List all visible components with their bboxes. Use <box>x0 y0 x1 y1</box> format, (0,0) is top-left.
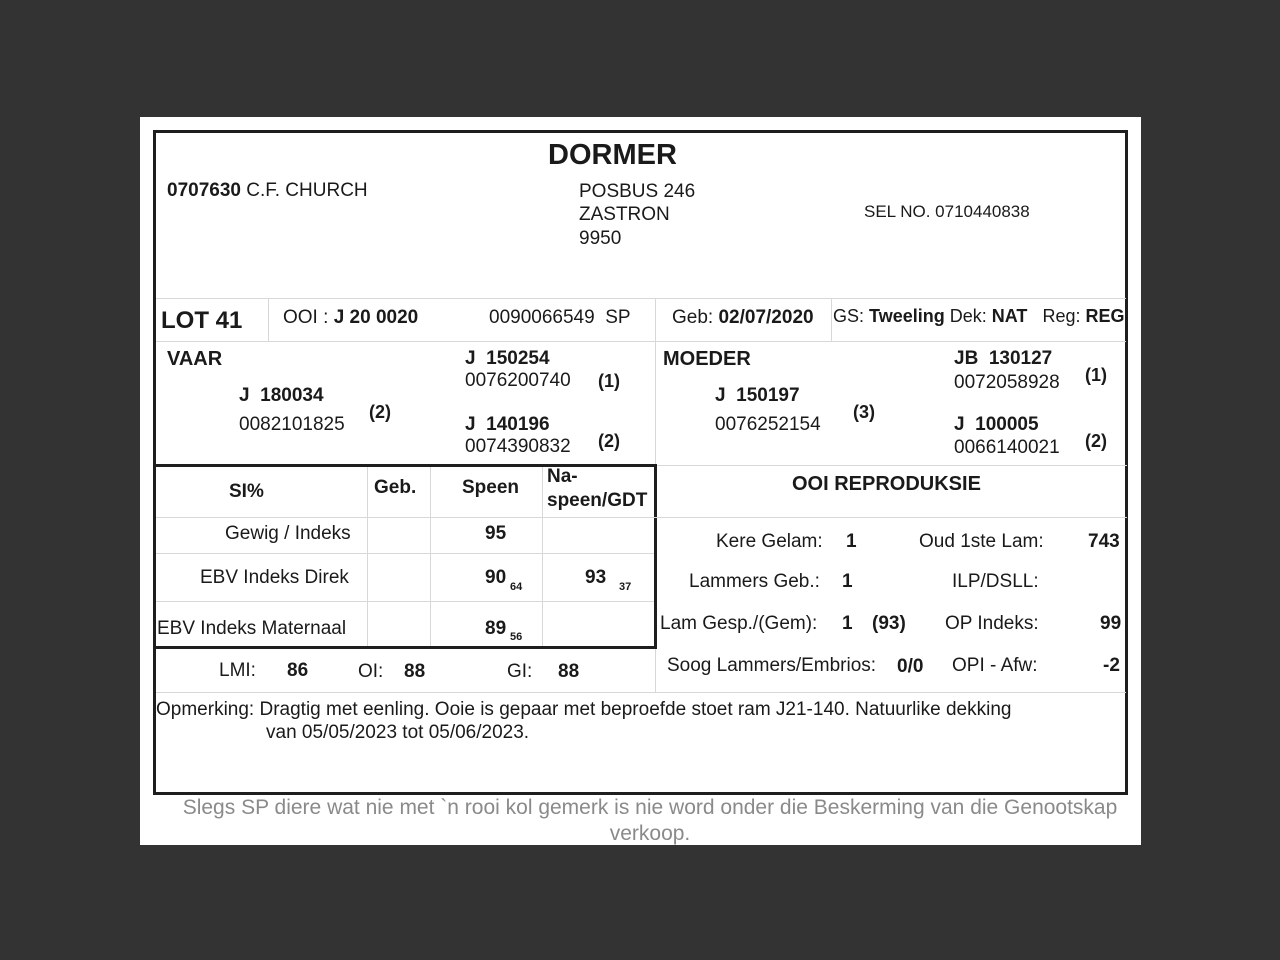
speen-value-direk: 90 <box>485 567 507 588</box>
card-frame <box>153 130 1128 795</box>
naspeen-value-direk: 93 <box>585 567 607 588</box>
moeder-dam-id: J 100005 <box>954 414 1039 435</box>
divider <box>430 467 431 646</box>
registration-number <box>489 307 631 329</box>
si-header: SI% <box>229 481 264 502</box>
reg-label: Reg: <box>1042 306 1081 326</box>
divider <box>831 298 832 341</box>
moeder-sire-rank: (1) <box>1085 365 1107 385</box>
phone-number: SEL NO. 0710440838 <box>864 202 1030 221</box>
si-table-border <box>154 464 657 467</box>
vaar-dam-number: 0074390832 <box>465 436 571 457</box>
birth-date <box>672 307 814 329</box>
lmi-value: 86 <box>287 660 309 681</box>
dek-value: NAT <box>991 306 1028 326</box>
divider <box>156 553 654 554</box>
kere-gelam-label: Kere Gelam: <box>716 531 823 552</box>
moeder-rank: (3) <box>853 402 875 422</box>
op-index-value: 99 <box>1100 613 1122 634</box>
breed-title: DORMER <box>548 139 677 171</box>
address-line3: 9950 <box>579 228 622 249</box>
first-lamb-age-value: 743 <box>1088 531 1120 552</box>
address-line2: ZASTRON <box>579 204 670 225</box>
remarks-label: Opmerking: <box>156 699 255 720</box>
vaar-dam-id: J 140196 <box>465 414 550 435</box>
ooi-value: J 20 0020 <box>333 307 419 328</box>
naspeen-accuracy-direk: 37 <box>619 581 632 593</box>
gi-label: GI: <box>507 661 533 682</box>
divider <box>367 467 368 646</box>
reg-value: REG <box>1085 306 1125 326</box>
row-label-direk: EBV Indeks Direk <box>200 567 349 588</box>
divider <box>268 298 269 341</box>
first-lamb-age-label: Oud 1ste Lam: <box>919 531 1044 552</box>
lambs-weaned-label: Lam Gesp./(Gem): <box>660 613 818 634</box>
gs-label: GS: <box>833 306 865 326</box>
speen-accuracy-direk: 64 <box>510 581 523 593</box>
oi-label: OI: <box>358 661 384 682</box>
breeder <box>167 180 368 202</box>
birth-status <box>833 306 1125 327</box>
ooi-label: OOI : <box>283 307 329 328</box>
si-table-border <box>154 646 657 649</box>
moeder-number: 0076252154 <box>715 414 821 435</box>
moeder-id: J 150197 <box>715 385 800 406</box>
naspeen-header-line2: speen/GDT <box>547 490 648 511</box>
kere-gelam-value: 1 <box>846 531 857 552</box>
geb-value: 02/07/2020 <box>718 307 814 328</box>
moeder-dam-rank: (2) <box>1085 431 1107 451</box>
lambs-weaned-average: (93) <box>872 613 906 634</box>
address-line1: POSBUS 246 <box>579 181 696 202</box>
divider <box>156 692 1126 693</box>
lambs-born-value: 1 <box>842 571 853 592</box>
suckling-lambs-label: Soog Lammers/Embrios: <box>667 655 877 676</box>
row-label-gewig: Gewig / Indeks <box>225 523 351 544</box>
moeder-dam-number: 0066140021 <box>954 437 1060 458</box>
vaar-sire-rank: (1) <box>598 371 620 391</box>
lmi-label: LMI: <box>219 660 256 681</box>
remarks-line2: van 05/05/2023 tot 05/06/2023. <box>266 722 530 743</box>
speen-accuracy-maternaal: 56 <box>510 631 523 643</box>
vaar-dam-rank: (2) <box>598 431 620 451</box>
oi-value: 88 <box>404 661 426 682</box>
vaar-sire-id: J 150254 <box>465 348 550 369</box>
geb-label: Geb: <box>672 307 714 328</box>
moeder-sire-id: JB 130127 <box>954 348 1053 369</box>
ooi-id <box>283 307 418 329</box>
divider <box>156 341 1126 342</box>
breeder-name: C.F. CHURCH <box>246 180 368 201</box>
lambs-born-label: Lammers Geb.: <box>689 571 820 592</box>
remarks-text: Dragtig met eenling. Ooie is gepaar met beproefde stoet ram J21-140. Natuurlike dekking <box>259 699 1012 720</box>
vaar-sire-number: 0076200740 <box>465 370 571 391</box>
geb-header: Geb. <box>374 477 417 498</box>
suckling-lambs-value: 0/0 <box>897 656 924 677</box>
row-label-maternaal: EBV Indeks Maternaal <box>157 618 347 639</box>
divider <box>156 517 1127 518</box>
speen-header: Speen <box>462 477 520 498</box>
dek-label: Dek: <box>949 306 987 326</box>
footer-notice: Slegs SP diere wat nie met `n rooi kol gemerk is nie word onder die Beskerming van die Genootskap verkoop. <box>182 796 1118 845</box>
lot-number: LOT 41 <box>161 307 243 334</box>
reg-number-value: 0090066549 <box>489 307 595 328</box>
sp-tag: SP <box>605 307 631 328</box>
divider <box>657 465 1127 466</box>
opi-deviation-value: -2 <box>1103 655 1120 676</box>
gi-value: 88 <box>558 661 580 682</box>
remarks-line1 <box>156 699 1011 721</box>
ilp-dsll-label: ILP/DSLL: <box>952 571 1039 592</box>
speen-value-gewig: 95 <box>485 523 507 544</box>
vaar-rank: (2) <box>369 402 391 422</box>
breeder-code: 0707630 <box>167 180 241 201</box>
gs-value: Tweeling <box>869 306 945 326</box>
lambs-weaned-value: 1 <box>842 613 853 634</box>
op-index-label: OP Indeks: <box>945 613 1039 634</box>
vaar-id: J 180034 <box>239 385 324 406</box>
si-table-border <box>654 464 657 649</box>
moeder-sire-number: 0072058928 <box>954 372 1060 393</box>
naspeen-header-line1: Na- <box>547 466 578 487</box>
opi-deviation-label: OPI - Afw: <box>952 655 1038 676</box>
divider <box>542 467 543 646</box>
vaar-number: 0082101825 <box>239 414 345 435</box>
speen-value-maternaal: 89 <box>485 618 507 639</box>
divider <box>156 298 1126 299</box>
moeder-label: MOEDER <box>663 348 751 370</box>
divider <box>156 601 654 602</box>
vaar-label: VAAR <box>167 348 223 370</box>
reproduction-title: OOI REPRODUKSIE <box>792 473 981 495</box>
